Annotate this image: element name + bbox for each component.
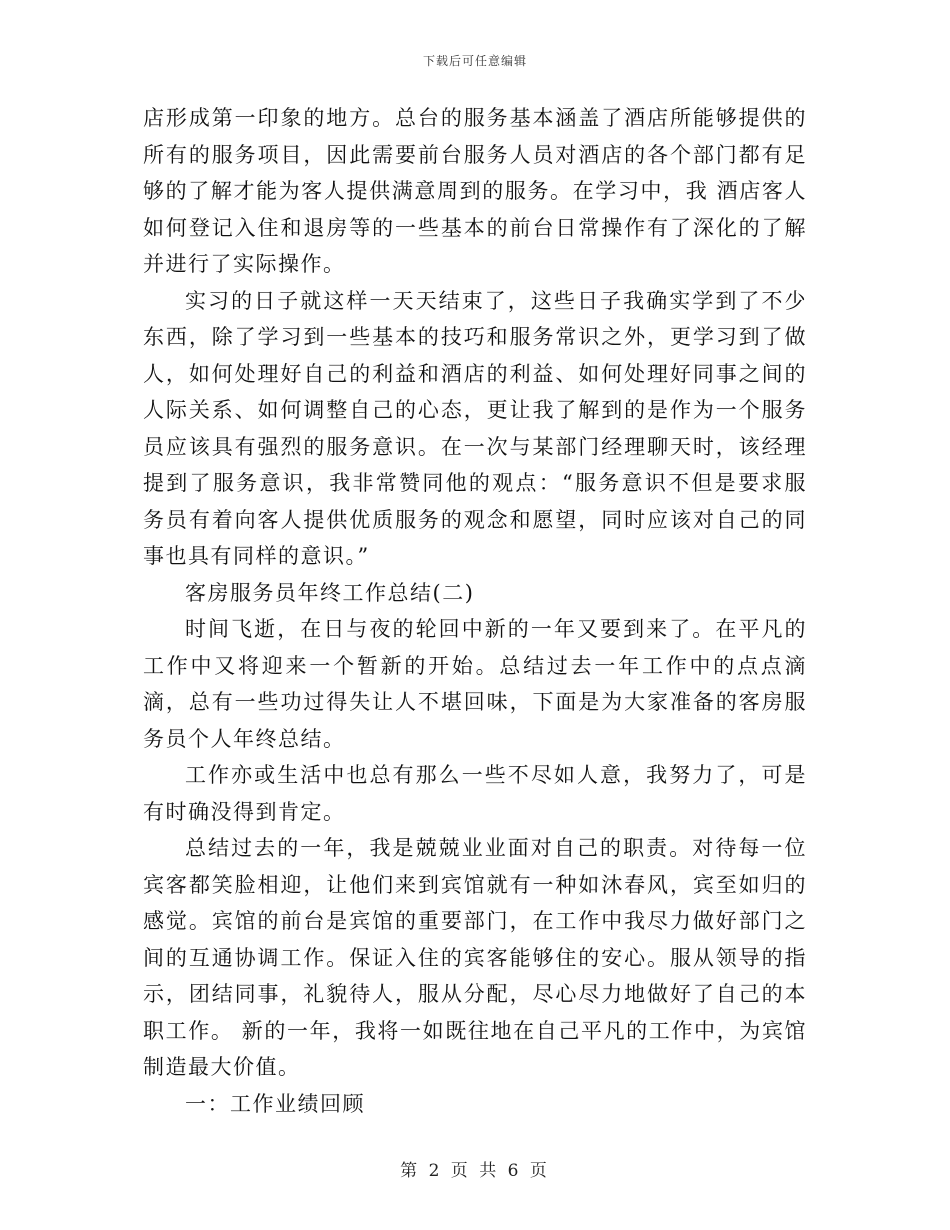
document-body [143,100,807,1122]
paragraph: 时间飞逝，在日与夜的轮回中新的一年又要到来了。在平凡的工作中又将迎来一个暂新的开始。总结过去一年工作中的点点滴滴，总有一些功过得失让人不堪回味，下面是为大家准备的客房服务员个人年终总结。 [143,617,807,751]
paragraph-continuation: 店形成第一印象的地方。总台的服务基本涵盖了酒店所能够提供的所有的服务项目，因此需要前台服务人员对酒店的各个部门都有足够的了解才能为客人提供满意周到的服务。在学习中，我 酒店客人如何登记入住和退房等的一些基本的前台日常操作有了深化的了解并进行了实际操作。 [143,106,807,276]
page-header-note: 下载后可任意编辑 [422,54,527,68]
paragraph: 总结过去的一年，我是兢兢业业面对自己的职责。对待每一位宾客都笑脸相迎，让他们来到宾馆就有一种如沐春风，宾至如归的感觉。宾馆的前台是宾馆的重要部门，在工作中我尽力做好部门之间的互通协调工作。保证入住的宾客能够住的安心。服从领导的指示，团结同事，礼貌待人，服从分配，尽心尽力地做好了自己的本职工作。 新的一年，我将一如既往地在自己平凡的工作中，为宾馆制造最大价值。 [143,836,807,1079]
paragraph: 工作亦或生活中也总有那么一些不尽如人意，我努力了，可是有时确没得到肯定。 [143,763,807,824]
page-number-footer: 第 2 页 共 6 页 [400,1161,550,1181]
paragraph: 实习的日子就这样一天天结束了，这些日子我确实学到了不少东西，除了学习到一些基本的技巧和服务常识之外，更学习到了做人，如何处理好自己的利益和酒店的利益、如何处理好同事之间的人际关系、如何调整自己的心态，更让我了解到的是作为一个服务员应该具有强烈的服务意识。在一次与某部门经理聊天时，该经理提到了服务意识，我非常赞同他的观点：“服务意识不但是要求服务员有着向客人提供优质服务的观念和愿望，同时应该对自己的同事也具有同样的意识。” [143,288,807,568]
section-heading: 客房服务员年终工作总结(二) [185,580,475,605]
subsection-heading: 一：工作业绩回顾 [185,1091,365,1116]
